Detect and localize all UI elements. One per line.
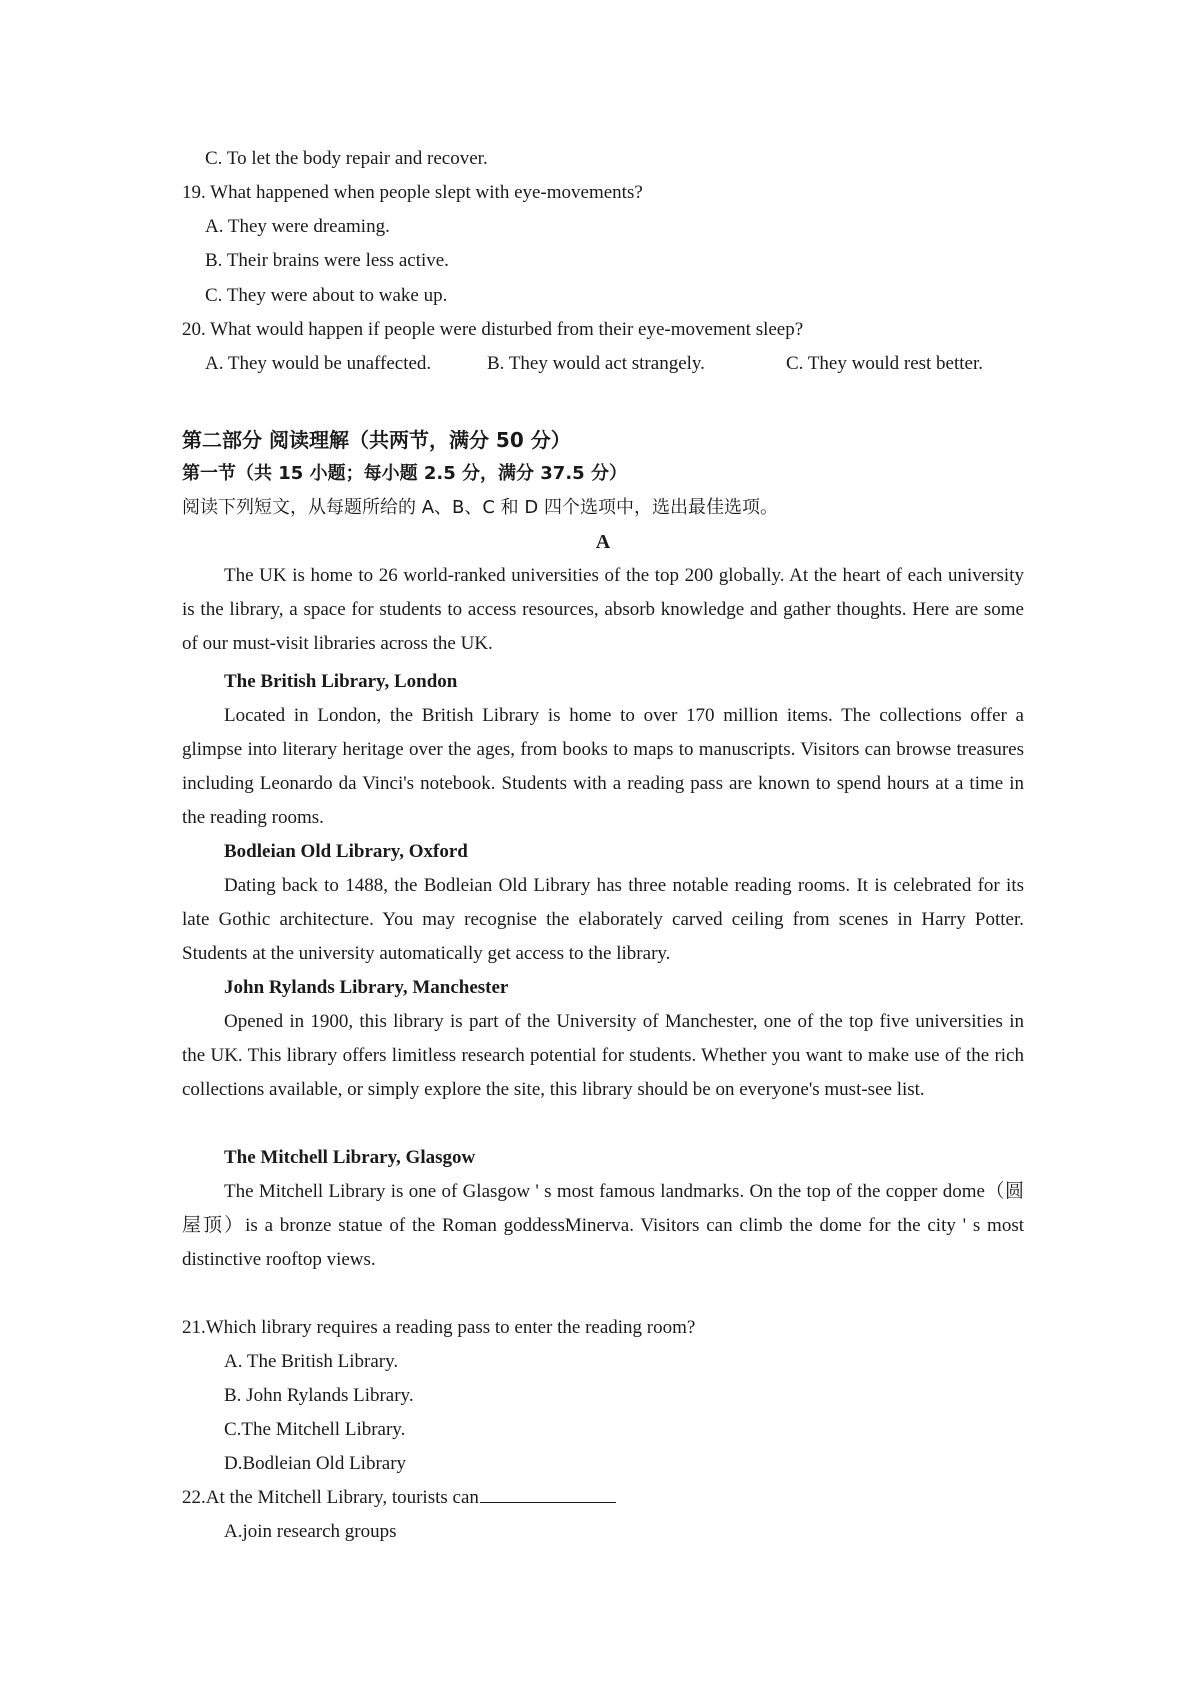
mitchell-text: The Mitchell Library is one of Glasgow ' s most famous landmarks. On the top of the copper dome（圆屋顶）is a bronze statue of the Roman goddessMinerva. Visitors can climb the dome for the city ' s most distinctive rooftop views. [182, 1181, 1024, 1270]
q19-option-c: C. They were about to wake up. [205, 285, 448, 306]
mitchell-heading: The Mitchell Library, Glasgow [224, 1147, 476, 1168]
q21-option-a: A. The British Library. [224, 1351, 399, 1372]
q21-option-d: D.Bodleian Old Library [224, 1453, 407, 1474]
british-library-heading: The British Library, London [224, 671, 458, 692]
q21-option-c: C.The Mitchell Library. [224, 1419, 406, 1440]
q20-option-a: A. They would be unaffected. [205, 353, 432, 374]
part2-title: 第二部分 阅读理解（共两节，满分 50 分） [182, 428, 571, 452]
john-rylands-heading: John Rylands Library, Manchester [224, 977, 509, 998]
passage-label: A [595, 531, 611, 553]
q19-option-a: A. They were dreaming. [205, 216, 390, 237]
q22-answer-blank [480, 1482, 616, 1503]
q22-option-a: A.join research groups [224, 1521, 397, 1542]
section1-instruction: 阅读下列短文，从每题所给的 A、B、C 和 D 四个选项中，选出最佳选项。 [182, 497, 778, 518]
q22-stem: 22.At the Mitchell Library, tourists can [182, 1487, 479, 1508]
q21-stem: 21.Which library requires a reading pass to enter the reading room? [182, 1317, 696, 1338]
q18-option-c: C. To let the body repair and recover. [205, 148, 488, 169]
section1-title: 第一节（共 15 小题；每小题 2.5 分，满分 37.5 分） [182, 463, 627, 484]
q19-stem: 19. What happened when people slept with eye-movements? [182, 182, 643, 203]
q19-option-b: B. Their brains were less active. [205, 250, 449, 271]
q22-line [182, 1481, 616, 1515]
passage-intro: The UK is home to 26 world-ranked universities of the top 200 globally. At the heart of each university is the library, a space for students to access resources, absorb knowledge and gather thoughts. Here are some of our must-visit libraries across the UK. [182, 565, 1024, 654]
british-library-text: Located in London, the British Library is home to over 170 million items. The collections offer a glimpse into literary heritage over the ages, from books to maps to manuscripts. Visitors can browse treasures including Leonardo da Vinci's notebook. Students with a reading pass are known to spend hours at a time in the reading rooms. [182, 705, 1024, 828]
bodleian-text: Dating back to 1488, the Bodleian Old Library has three notable reading rooms. It is celebrated for its late Gothic architecture. You may recognise the elaborately carved ceiling from scenes in Harry Potter. Students at the university automatically get access to the library. [182, 875, 1024, 964]
john-rylands-text: Opened in 1900, this library is part of the University of Manchester, one of the top five universities in the UK. This library offers limitless research potential for students. Whether you want to make use of the rich collections available, or simply explore the site, this library should be on everyone's must-see list. [182, 1011, 1024, 1100]
bodleian-heading: Bodleian Old Library, Oxford [224, 841, 468, 862]
q20-option-b: B. They would act strangely. [487, 353, 705, 374]
q21-option-b: B. John Rylands Library. [224, 1385, 414, 1406]
q20-stem: 20. What would happen if people were disturbed from their eye-movement sleep? [182, 319, 804, 340]
q20-option-c: C. They would rest better. [786, 353, 984, 374]
